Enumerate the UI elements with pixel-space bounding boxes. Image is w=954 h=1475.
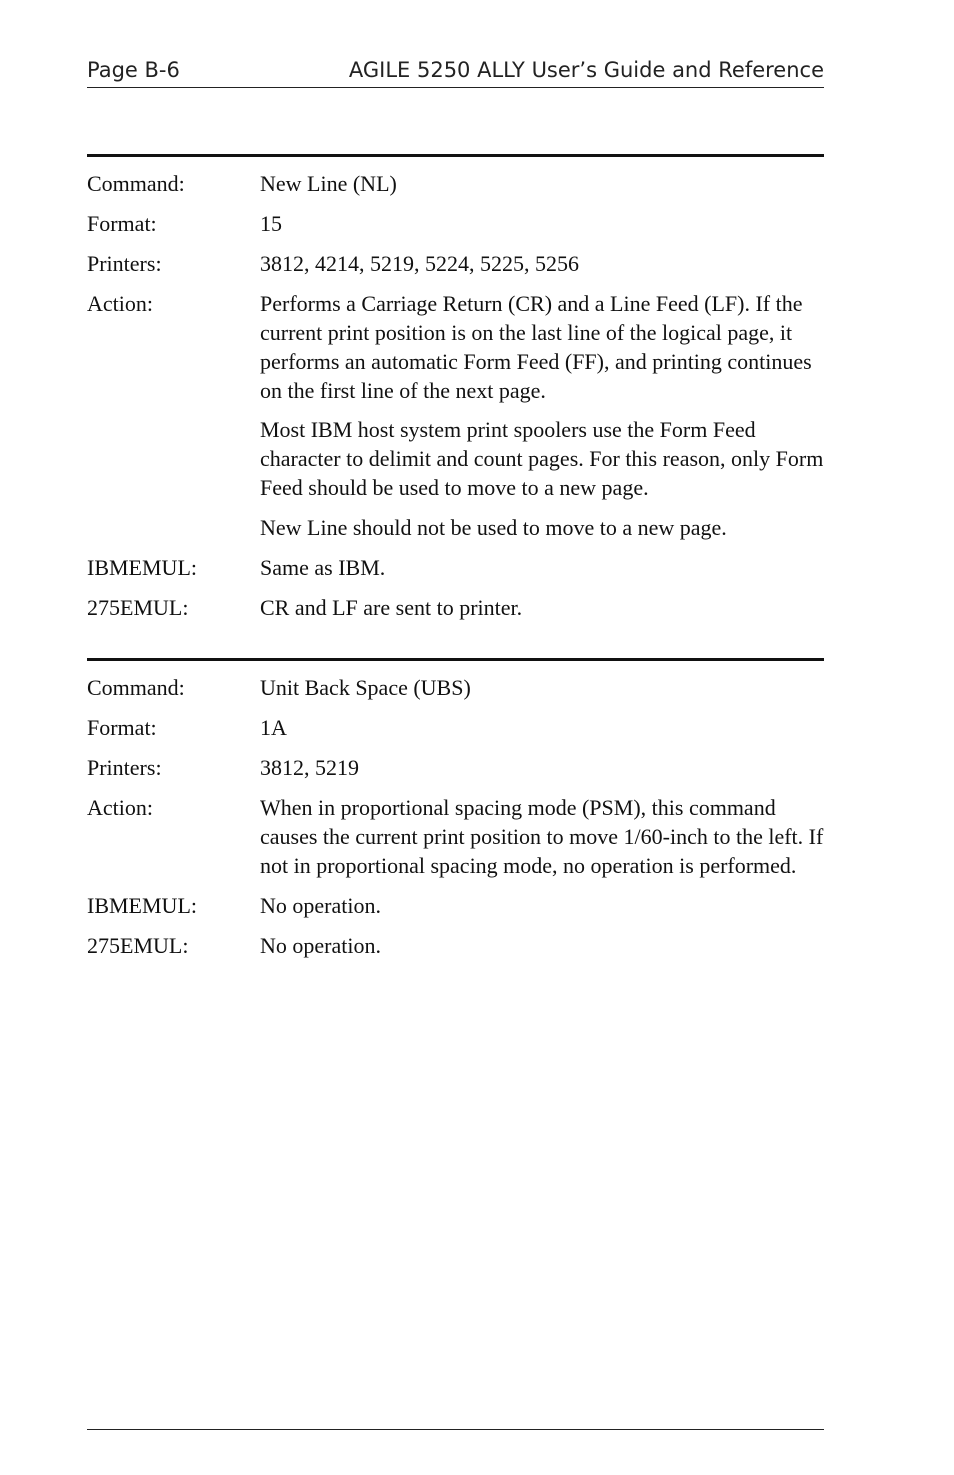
action-row — [87, 289, 824, 553]
footer-rule — [87, 1429, 824, 1430]
action-text — [260, 793, 824, 891]
action-label: Action: — [87, 291, 153, 316]
ibmemul-value: No operation. — [260, 893, 381, 918]
command-label: Command: — [87, 675, 185, 700]
action-text — [260, 289, 824, 553]
printers-row — [87, 753, 824, 793]
command-block-new-line — [87, 154, 824, 633]
action-paragraph: New Line should not be used to move to a new page. — [260, 515, 727, 540]
printers-row — [87, 249, 824, 289]
ibmemul-value: Same as IBM. — [260, 555, 386, 580]
275emul-label: 275EMUL: — [87, 933, 189, 958]
action-paragraph: Performs a Carriage Return (CR) and a Line Feed (LF). If the current print position is on the last line of the logical page, it performs an automatic Form Feed (FF), and printing continues on the first line of the next page. — [260, 291, 812, 403]
275emul-label: 275EMUL: — [87, 595, 189, 620]
command-value: Unit Back Space (UBS) — [260, 675, 471, 700]
275emul-row — [87, 931, 824, 971]
ibmemul-row — [87, 891, 824, 931]
action-row — [87, 793, 824, 891]
format-row — [87, 713, 824, 753]
ibmemul-label: IBMEMUL: — [87, 893, 197, 918]
275emul-row — [87, 593, 824, 633]
format-row — [87, 209, 824, 249]
page-number: Page B-6 — [87, 58, 180, 82]
page-header — [87, 58, 824, 88]
command-block-unit-back-space — [87, 658, 824, 971]
format-value: 1A — [260, 715, 287, 740]
ibmemul-row — [87, 553, 824, 593]
printers-value: 3812, 5219 — [260, 755, 359, 780]
action-paragraph: Most IBM host system print spoolers use the Form Feed character to delimit and count pages. For this reason, only Form Feed should be used to move to a new page. — [260, 417, 824, 500]
command-row — [87, 169, 824, 209]
printers-label: Printers: — [87, 755, 162, 780]
275emul-value: CR and LF are sent to printer. — [260, 595, 523, 620]
275emul-value: No operation. — [260, 933, 381, 958]
printers-value: 3812, 4214, 5219, 5224, 5225, 5256 — [260, 251, 579, 276]
action-paragraph: When in proportional spacing mode (PSM), this command causes the current print position to move 1/60-inch to the left. If not in proportional spacing mode, no operation is performed. — [260, 795, 824, 878]
printers-label: Printers: — [87, 251, 162, 276]
format-value: 15 — [260, 211, 282, 236]
format-label: Format: — [87, 211, 157, 236]
document-title: AGILE 5250 ALLY User’s Guide and Reference — [348, 58, 824, 82]
action-label: Action: — [87, 795, 153, 820]
ibmemul-label: IBMEMUL: — [87, 555, 197, 580]
format-label: Format: — [87, 715, 157, 740]
command-value: New Line (NL) — [260, 171, 397, 196]
command-row — [87, 673, 824, 713]
command-label: Command: — [87, 171, 185, 196]
